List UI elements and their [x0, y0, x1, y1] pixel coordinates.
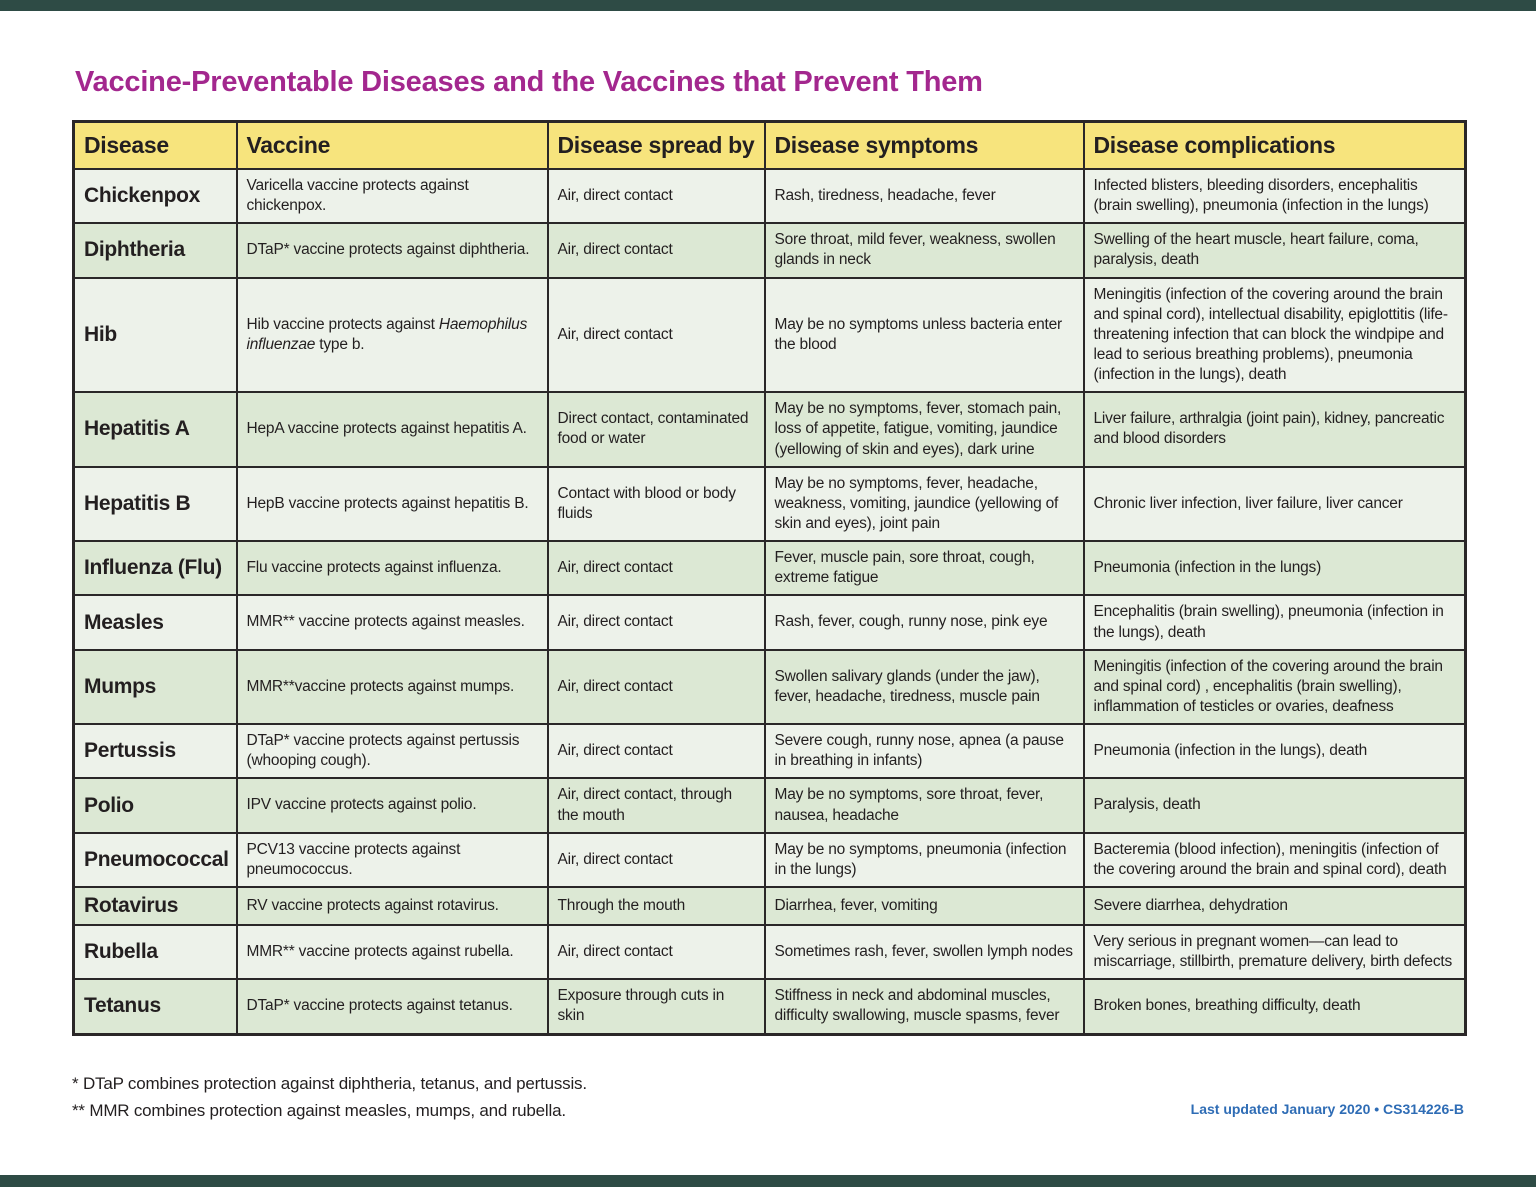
symptoms-cell: May be no symptoms, fever, stomach pain, loss of appetite, fatigue, vomiting, jaundice (yellowing of skin and eyes), dark urine [765, 392, 1084, 466]
spread-cell: Air, direct contact [548, 278, 765, 393]
symptoms-cell: Sore throat, mild fever, weakness, swollen glands in neck [765, 223, 1084, 277]
symptoms-cell: Severe cough, runny nose, apnea (a pause in breathing in infants) [765, 724, 1084, 778]
page-title: Vaccine-Preventable Diseases and the Vaccines that Prevent Them [75, 66, 983, 98]
column-header: Disease complications [1084, 122, 1466, 170]
disease-cell: Mumps [74, 650, 237, 724]
table-row [74, 979, 1466, 1034]
complications-cell: Chronic liver infection, liver failure, liver cancer [1084, 467, 1466, 541]
symptoms-cell: Swollen salivary glands (under the jaw), fever, headache, tiredness, muscle pain [765, 650, 1084, 724]
text-segment: type b. [315, 335, 365, 353]
table-row [74, 925, 1466, 979]
vaccine-cell: RV vaccine protects against rotavirus. [237, 887, 548, 925]
disease-cell: Influenza (Flu) [74, 541, 237, 595]
column-header: Vaccine [237, 122, 548, 170]
disease-cell: Chickenpox [74, 169, 237, 223]
spread-cell: Through the mouth [548, 887, 765, 925]
complications-cell: Liver failure, arthralgia (joint pain), kidney, pancreatic and blood disorders [1084, 392, 1466, 466]
disease-cell: Tetanus [74, 979, 237, 1034]
footnote-mmr: ** MMR combines protection against measles, mumps, and rubella. [72, 1101, 566, 1120]
table-body [74, 169, 1466, 1034]
table-row [74, 541, 1466, 595]
symptoms-cell: Rash, tiredness, headache, fever [765, 169, 1084, 223]
complications-cell: Pneumonia (infection in the lungs) [1084, 541, 1466, 595]
complications-cell: Infected blisters, bleeding disorders, encephalitis (brain swelling), pneumonia (infection in the lungs) [1084, 169, 1466, 223]
symptoms-cell: May be no symptoms, fever, headache, weakness, vomiting, jaundice (yellowing of skin and eyes), joint pain [765, 467, 1084, 541]
vaccine-cell: DTaP* vaccine protects against tetanus. [237, 979, 548, 1034]
spread-cell: Exposure through cuts in skin [548, 979, 765, 1034]
spread-cell: Direct contact, contaminated food or water [548, 392, 765, 466]
symptoms-cell: Diarrhea, fever, vomiting [765, 887, 1084, 925]
vaccine-cell: IPV vaccine protects against polio. [237, 778, 548, 832]
vaccine-cell: Flu vaccine protects against influenza. [237, 541, 548, 595]
spread-cell: Air, direct contact, through the mouth [548, 778, 765, 832]
table-row [74, 833, 1466, 887]
spread-cell: Air, direct contact [548, 541, 765, 595]
table-row [74, 467, 1466, 541]
column-header: Disease symptoms [765, 122, 1084, 170]
disease-cell: Rotavirus [74, 887, 237, 925]
column-header: Disease spread by [548, 122, 765, 170]
vaccine-cell [237, 278, 548, 393]
complications-cell: Bacteremia (blood infection), meningitis (infection of the covering around the brain and spinal cord), death [1084, 833, 1466, 887]
vaccine-cell: Varicella vaccine protects against chickenpox. [237, 169, 548, 223]
vaccine-cell: HepA vaccine protects against hepatitis A. [237, 392, 548, 466]
table-row [74, 724, 1466, 778]
symptoms-cell: May be no symptoms, sore throat, fever, nausea, headache [765, 778, 1084, 832]
vaccine-cell: MMR** vaccine protects against rubella. [237, 925, 548, 979]
symptoms-cell: Rash, fever, cough, runny nose, pink eye [765, 595, 1084, 649]
vaccine-cell: MMR**vaccine protects against mumps. [237, 650, 548, 724]
top-edge-bar [0, 0, 1536, 11]
vaccine-cell: DTaP* vaccine protects against diphtheria. [237, 223, 548, 277]
column-header: Disease [74, 122, 237, 170]
symptoms-cell: Fever, muscle pain, sore throat, cough, extreme fatigue [765, 541, 1084, 595]
table-row [74, 278, 1466, 393]
table-row [74, 169, 1466, 223]
table-row [74, 887, 1466, 925]
complications-cell: Severe diarrhea, dehydration [1084, 887, 1466, 925]
disease-cell: Polio [74, 778, 237, 832]
vaccine-cell: HepB vaccine protects against hepatitis B. [237, 467, 548, 541]
spread-cell: Air, direct contact [548, 595, 765, 649]
table-row [74, 778, 1466, 832]
table-row [74, 650, 1466, 724]
footnote-dtap: * DTaP combines protection against diphtheria, tetanus, and pertussis. [72, 1074, 587, 1093]
table-container [72, 120, 1464, 1036]
complications-cell: Meningitis (infection of the covering around the brain and spinal cord), intellectual disability, epiglottitis (life-threatening infection that can block the windpipe and lead to serious breathing problems), pneumonia (infection in the lungs), death [1084, 278, 1466, 393]
spread-cell: Air, direct contact [548, 169, 765, 223]
header-row [74, 122, 1466, 170]
disease-table [72, 120, 1467, 1036]
complications-cell: Broken bones, breathing difficulty, death [1084, 979, 1466, 1034]
complications-cell: Very serious in pregnant women—can lead to miscarriage, stillbirth, premature delivery, birth defects [1084, 925, 1466, 979]
spread-cell: Air, direct contact [548, 833, 765, 887]
spread-cell: Air, direct contact [548, 223, 765, 277]
disease-cell: Hepatitis B [74, 467, 237, 541]
complications-cell: Pneumonia (infection in the lungs), death [1084, 724, 1466, 778]
complications-cell: Swelling of the heart muscle, heart failure, coma, paralysis, death [1084, 223, 1466, 277]
symptoms-cell: Sometimes rash, fever, swollen lymph nodes [765, 925, 1084, 979]
spread-cell: Contact with blood or body fluids [548, 467, 765, 541]
last-updated-note: Last updated January 2020 • CS314226-B [1190, 1101, 1464, 1117]
text-segment: Hib vaccine protects against [246, 315, 439, 333]
vaccine-cell: PCV13 vaccine protects against pneumococcus. [237, 833, 548, 887]
table-row [74, 595, 1466, 649]
disease-cell: Hib [74, 278, 237, 393]
bottom-edge-bar [0, 1175, 1536, 1187]
complications-cell: Meningitis (infection of the covering around the brain and spinal cord) , encephalitis (brain swelling), inflammation of testicles or ovaries, deafness [1084, 650, 1466, 724]
disease-cell: Rubella [74, 925, 237, 979]
disease-cell: Measles [74, 595, 237, 649]
footnotes [72, 1070, 587, 1124]
disease-cell: Diphtheria [74, 223, 237, 277]
symptoms-cell: May be no symptoms, pneumonia (infection in the lungs) [765, 833, 1084, 887]
disease-cell: Pertussis [74, 724, 237, 778]
table-header [74, 122, 1466, 170]
complications-cell: Encephalitis (brain swelling), pneumonia (infection in the lungs), death [1084, 595, 1466, 649]
disease-cell: Pneumococcal [74, 833, 237, 887]
table-row [74, 392, 1466, 466]
symptoms-cell: Stiffness in neck and abdominal muscles, difficulty swallowing, muscle spasms, fever [765, 979, 1084, 1034]
spread-cell: Air, direct contact [548, 724, 765, 778]
spread-cell: Air, direct contact [548, 925, 765, 979]
vaccine-cell: DTaP* vaccine protects against pertussis (whooping cough). [237, 724, 548, 778]
disease-cell: Hepatitis A [74, 392, 237, 466]
spread-cell: Air, direct contact [548, 650, 765, 724]
symptoms-cell: May be no symptoms unless bacteria enter the blood [765, 278, 1084, 393]
complications-cell: Paralysis, death [1084, 778, 1466, 832]
vaccine-cell: MMR** vaccine protects against measles. [237, 595, 548, 649]
italic-text: Haemophilus influenzae [246, 315, 528, 353]
table-row [74, 223, 1466, 277]
